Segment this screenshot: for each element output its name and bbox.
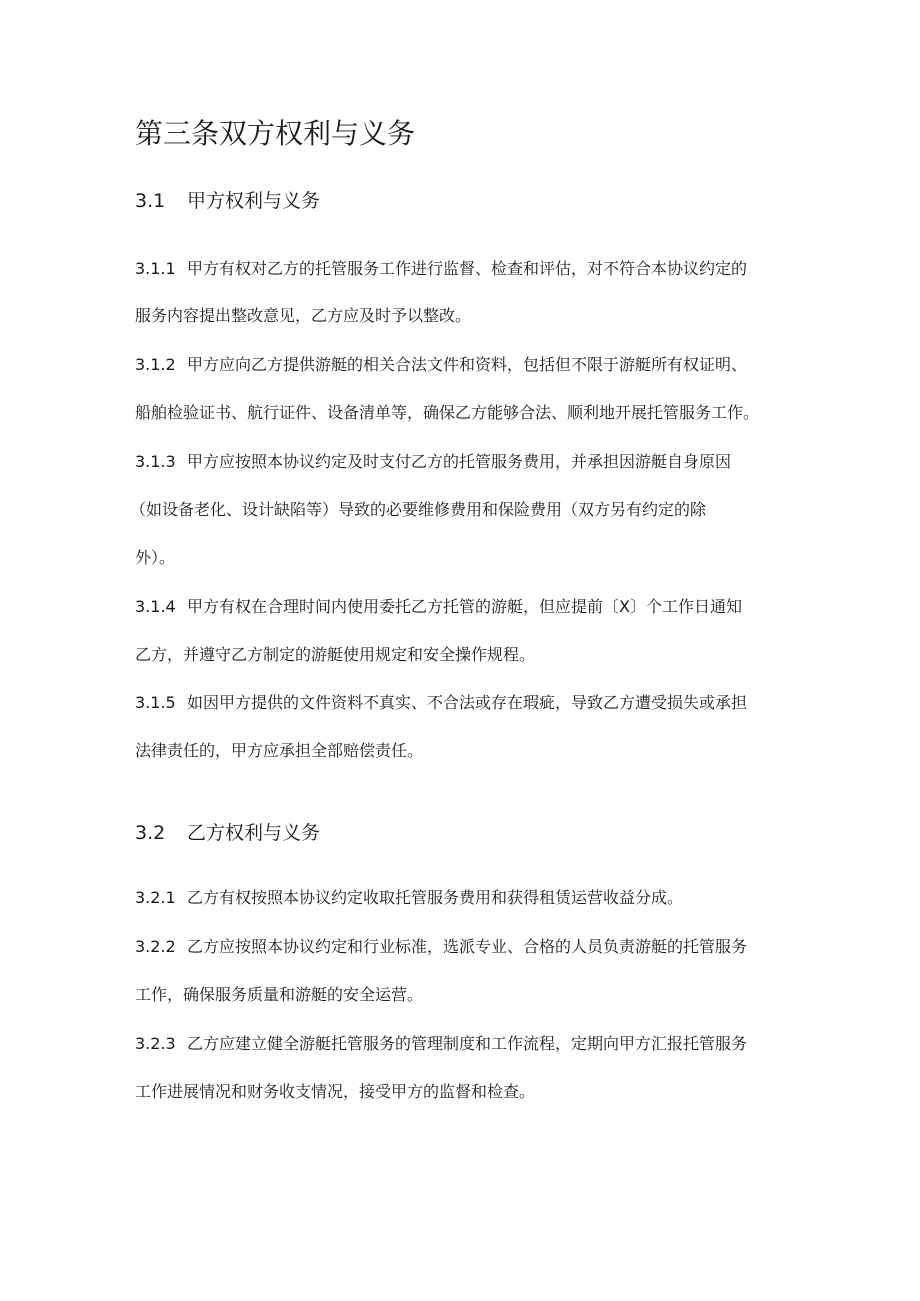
clause-text: 甲方应向乙方提供游艇的相关合法文件和资料，包括但不限于游艇所有权证明、 bbox=[187, 355, 748, 374]
clause-3-2-2-line-2: 工作，确保服务质量和游艇的安全运营。 bbox=[135, 985, 424, 1004]
section-number: 3.2 bbox=[135, 822, 166, 844]
section-heading-text: 甲方权利与义务 bbox=[187, 190, 321, 212]
clause-3-1-3-line-1 bbox=[135, 450, 785, 474]
clause-3-1-1-line-2: 服务内容提出整改意见，乙方应及时予以整改。 bbox=[135, 306, 472, 325]
clause-number: 3.1.4 bbox=[135, 597, 176, 616]
clause-3-1-1-line-1 bbox=[135, 257, 785, 281]
clause-3-2-2-line-1 bbox=[135, 935, 785, 959]
clause-3-1-4-line-2: 乙方，并遵守乙方制定的游艇使用规定和安全操作规程。 bbox=[135, 645, 536, 664]
section-heading-text: 乙方权利与义务 bbox=[187, 822, 321, 844]
clause-number: 3.1.1 bbox=[135, 259, 176, 278]
article-title: 第三条双方权利与义务 bbox=[135, 117, 416, 150]
clause-3-2-1-line-1 bbox=[135, 886, 785, 910]
clause-3-1-3-line-2: （如设备老化、设计缺陷等）导致的必要维修费用和保险费用（双方另有约定的除 bbox=[130, 500, 707, 519]
clause-number: 3.1.2 bbox=[135, 355, 176, 374]
clause-3-1-5-line-2: 法律责任的，甲方应承担全部赔偿责任。 bbox=[135, 741, 424, 760]
clause-3-1-4-line-1 bbox=[135, 595, 785, 619]
clause-text: 乙方有权按照本协议约定收取托管服务费用和获得租赁运营收益分成。 bbox=[187, 888, 684, 907]
clause-3-1-2-line-1 bbox=[135, 353, 785, 377]
clause-3-2-3-line-2: 工作进展情况和财务收支情况，接受甲方的监督和检查。 bbox=[135, 1082, 536, 1101]
clause-text: 甲方应按照本协议约定及时支付乙方的托管服务费用，并承担因游艇自身原因 bbox=[187, 452, 732, 471]
clause-text: 甲方有权对乙方的托管服务工作进行监督、检查和评估，对不符合本协议约定的 bbox=[187, 259, 748, 278]
clause-number: 3.2.3 bbox=[135, 1034, 176, 1053]
clause-number: 3.1.3 bbox=[135, 452, 176, 471]
section-heading-3-2 bbox=[135, 818, 320, 848]
clause-text: 乙方应按照本协议约定和行业标准，选派专业、合格的人员负责游艇的托管服务 bbox=[187, 937, 748, 956]
section-heading-3-1 bbox=[135, 186, 320, 216]
clause-number: 3.1.5 bbox=[135, 693, 176, 712]
section-number: 3.1 bbox=[135, 190, 166, 212]
clause-number: 3.2.2 bbox=[135, 937, 176, 956]
clause-text: 甲方有权在合理时间内使用委托乙方托管的游艇，但应提前〔X〕个工作日通知 bbox=[187, 597, 742, 616]
clause-3-1-5-line-1 bbox=[135, 691, 785, 715]
clause-3-1-3-line-3: 外）。 bbox=[135, 548, 176, 567]
clause-text: 乙方应建立健全游艇托管服务的管理制度和工作流程，定期向甲方汇报托管服务 bbox=[187, 1034, 748, 1053]
clause-text: 如因甲方提供的文件资料不真实、不合法或存在瑕疵，导致乙方遭受损失或承担 bbox=[187, 693, 748, 712]
clause-number: 3.2.1 bbox=[135, 888, 176, 907]
clause-3-2-3-line-1 bbox=[135, 1032, 785, 1056]
clause-3-1-2-line-2: 船舶检验证书、航行证件、设备清单等，确保乙方能够合法、顺利地开展托管服务工作。 bbox=[135, 403, 760, 422]
